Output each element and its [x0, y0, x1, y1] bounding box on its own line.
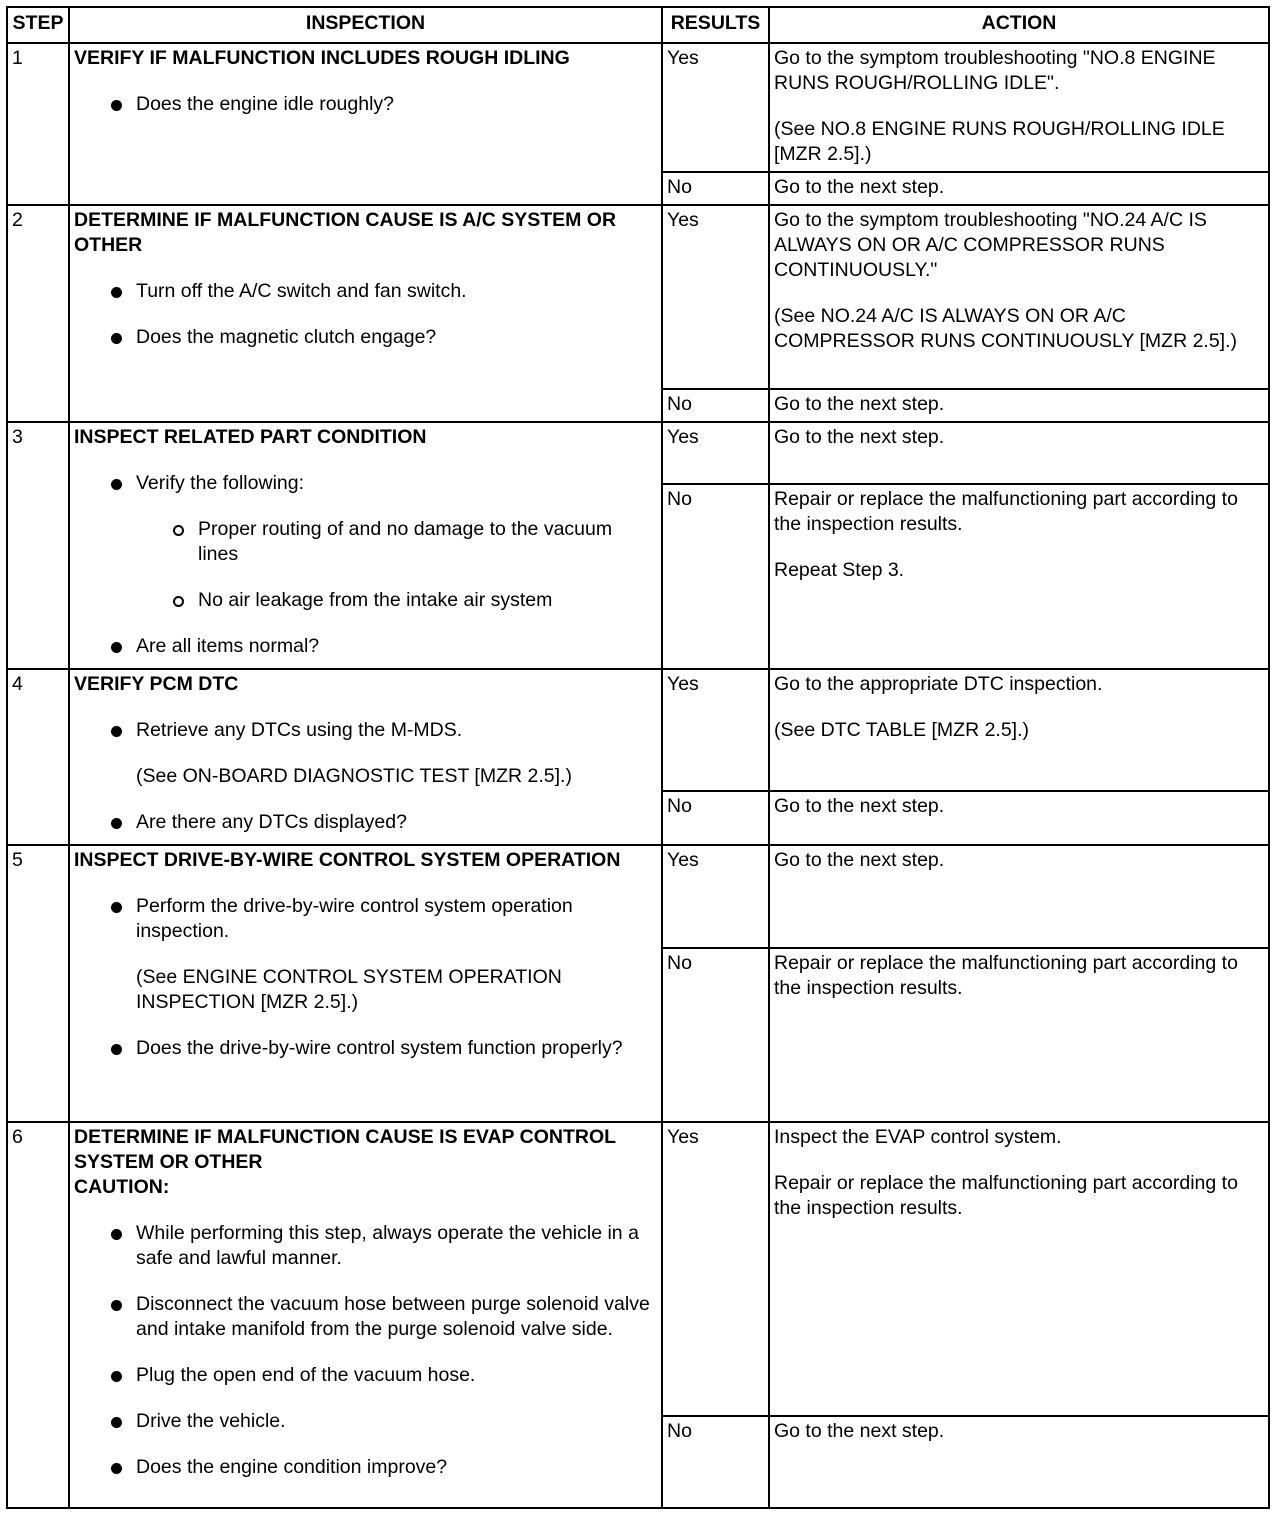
action-text: (See DTC TABLE [MZR 2.5].) [774, 719, 1030, 741]
action-text: (See NO.24 A/C IS ALWAYS ON OR A/C COMPRESSOR RUNS CONTINUOUSLY [MZR 2.5].) [774, 305, 1238, 352]
action-cell [769, 205, 1269, 389]
action-text: Go to the next step. [769, 422, 1269, 484]
inspection-cell [69, 43, 662, 205]
bullet-item: Plug the open end of the vacuum hose. [74, 1363, 656, 1388]
reference-note: (See ENGINE CONTROL SYSTEM OPERATION INSPECTION [MZR 2.5].) [136, 966, 562, 1013]
step-number: 2 [7, 205, 69, 422]
bullet-item: Does the magnetic clutch engage? [74, 325, 656, 350]
result-yes: Yes [662, 845, 769, 948]
action-text: Go to the next step. [769, 791, 1269, 845]
step-number: 3 [7, 422, 69, 669]
result-no: No [662, 484, 769, 669]
table-row [7, 43, 1269, 172]
step-number: 6 [7, 1122, 69, 1508]
action-text: Go to the appropriate DTC inspection. [774, 673, 1103, 695]
bullet-item: Turn off the A/C switch and fan switch. [74, 279, 656, 304]
bullet-item: Does the engine idle roughly? [74, 92, 656, 117]
bullet-item: Retrieve any DTCs using the M-MDS. [74, 718, 656, 743]
sub-bullet-item: Proper routing of and no damage to the vacuum lines [74, 517, 656, 567]
action-text: Go to the symptom troubleshooting "NO.8 ENGINE RUNS ROUGH/ROLLING IDLE". [774, 47, 1216, 94]
action-cell [769, 484, 1269, 669]
action-text: Go to the next step. [769, 845, 1269, 948]
result-no: No [662, 1416, 769, 1508]
bullet-item: While performing this step, always operate the vehicle in a safe and lawful manner. [74, 1221, 656, 1271]
table-row [7, 845, 1269, 948]
step-number: 4 [7, 669, 69, 845]
bullet-item: Disconnect the vacuum hose between purge solenoid valve and intake manifold from the purge solenoid valve side. [74, 1292, 656, 1342]
action-cell [769, 1122, 1269, 1416]
inspection-cell [69, 845, 662, 1122]
reference-note: (See ON-BOARD DIAGNOSTIC TEST [MZR 2.5].) [136, 765, 572, 787]
action-text: Go to the next step. [769, 389, 1269, 422]
bullet-item: Does the engine condition improve? [74, 1455, 656, 1480]
table-row [7, 1122, 1269, 1416]
inspection-cell [69, 422, 662, 669]
bullet-item: Does the drive-by-wire control system function properly? [74, 1036, 656, 1061]
inspection-title: DETERMINE IF MALFUNCTION CAUSE IS EVAP CONTROL SYSTEM OR OTHER [74, 1126, 616, 1173]
inspection-cell [69, 205, 662, 422]
action-text: Repeat Step 3. [774, 559, 905, 581]
result-no: No [662, 389, 769, 422]
header-step: STEP [7, 7, 69, 43]
bullet-item: Perform the drive-by-wire control system operation inspection. [74, 894, 656, 944]
result-no: No [662, 948, 769, 1122]
result-no: No [662, 172, 769, 205]
header-action: ACTION [769, 7, 1269, 43]
bullet-item: Are all items normal? [74, 634, 656, 659]
action-text: (See NO.8 ENGINE RUNS ROUGH/ROLLING IDLE [MZR 2.5].) [774, 118, 1225, 165]
action-text: Repair or replace the malfunctioning part according to the inspection results. [774, 488, 1238, 535]
header-inspection: INSPECTION [69, 7, 662, 43]
inspection-cell [69, 669, 662, 845]
step-number: 5 [7, 845, 69, 1122]
inspection-title: INSPECT DRIVE-BY-WIRE CONTROL SYSTEM OPERATION [74, 849, 621, 871]
bullet-item: Verify the following: [74, 471, 656, 496]
result-no: No [662, 791, 769, 845]
result-yes: Yes [662, 669, 769, 791]
inspection-title: DETERMINE IF MALFUNCTION CAUSE IS A/C SYSTEM OR OTHER [74, 209, 617, 256]
action-text: Repair or replace the malfunctioning part according to the inspection results. [774, 1172, 1238, 1219]
inspection-title: VERIFY IF MALFUNCTION INCLUDES ROUGH IDLING [74, 47, 570, 69]
sub-bullet-item: No air leakage from the intake air system [74, 588, 656, 613]
table-row [7, 422, 1269, 484]
action-text: Go to the next step. [769, 172, 1269, 205]
result-yes: Yes [662, 205, 769, 389]
action-cell [769, 43, 1269, 172]
step-number: 1 [7, 43, 69, 205]
header-results: RESULTS [662, 7, 769, 43]
troubleshooting-table [6, 6, 1270, 1509]
result-yes: Yes [662, 1122, 769, 1416]
result-yes: Yes [662, 422, 769, 484]
bullet-item: Are there any DTCs displayed? [74, 810, 656, 835]
bullet-item: Drive the vehicle. [74, 1409, 656, 1434]
inspection-title: INSPECT RELATED PART CONDITION [74, 426, 427, 448]
action-cell [769, 669, 1269, 791]
inspection-title: VERIFY PCM DTC [74, 673, 239, 695]
caution-label: CAUTION: [74, 1176, 170, 1198]
inspection-cell [69, 1122, 662, 1508]
result-yes: Yes [662, 43, 769, 172]
table-row [7, 669, 1269, 791]
action-text: Go to the symptom troubleshooting "NO.24 A/C IS ALWAYS ON OR A/C COMPRESSOR RUNS CONTINUOUSLY." [774, 209, 1207, 281]
header-row [7, 7, 1269, 43]
action-text: Repair or replace the malfunctioning part according to the inspection results. [769, 948, 1269, 1122]
action-text: Inspect the EVAP control system. [774, 1126, 1062, 1148]
table-row [7, 205, 1269, 389]
action-text: Go to the next step. [769, 1416, 1269, 1508]
